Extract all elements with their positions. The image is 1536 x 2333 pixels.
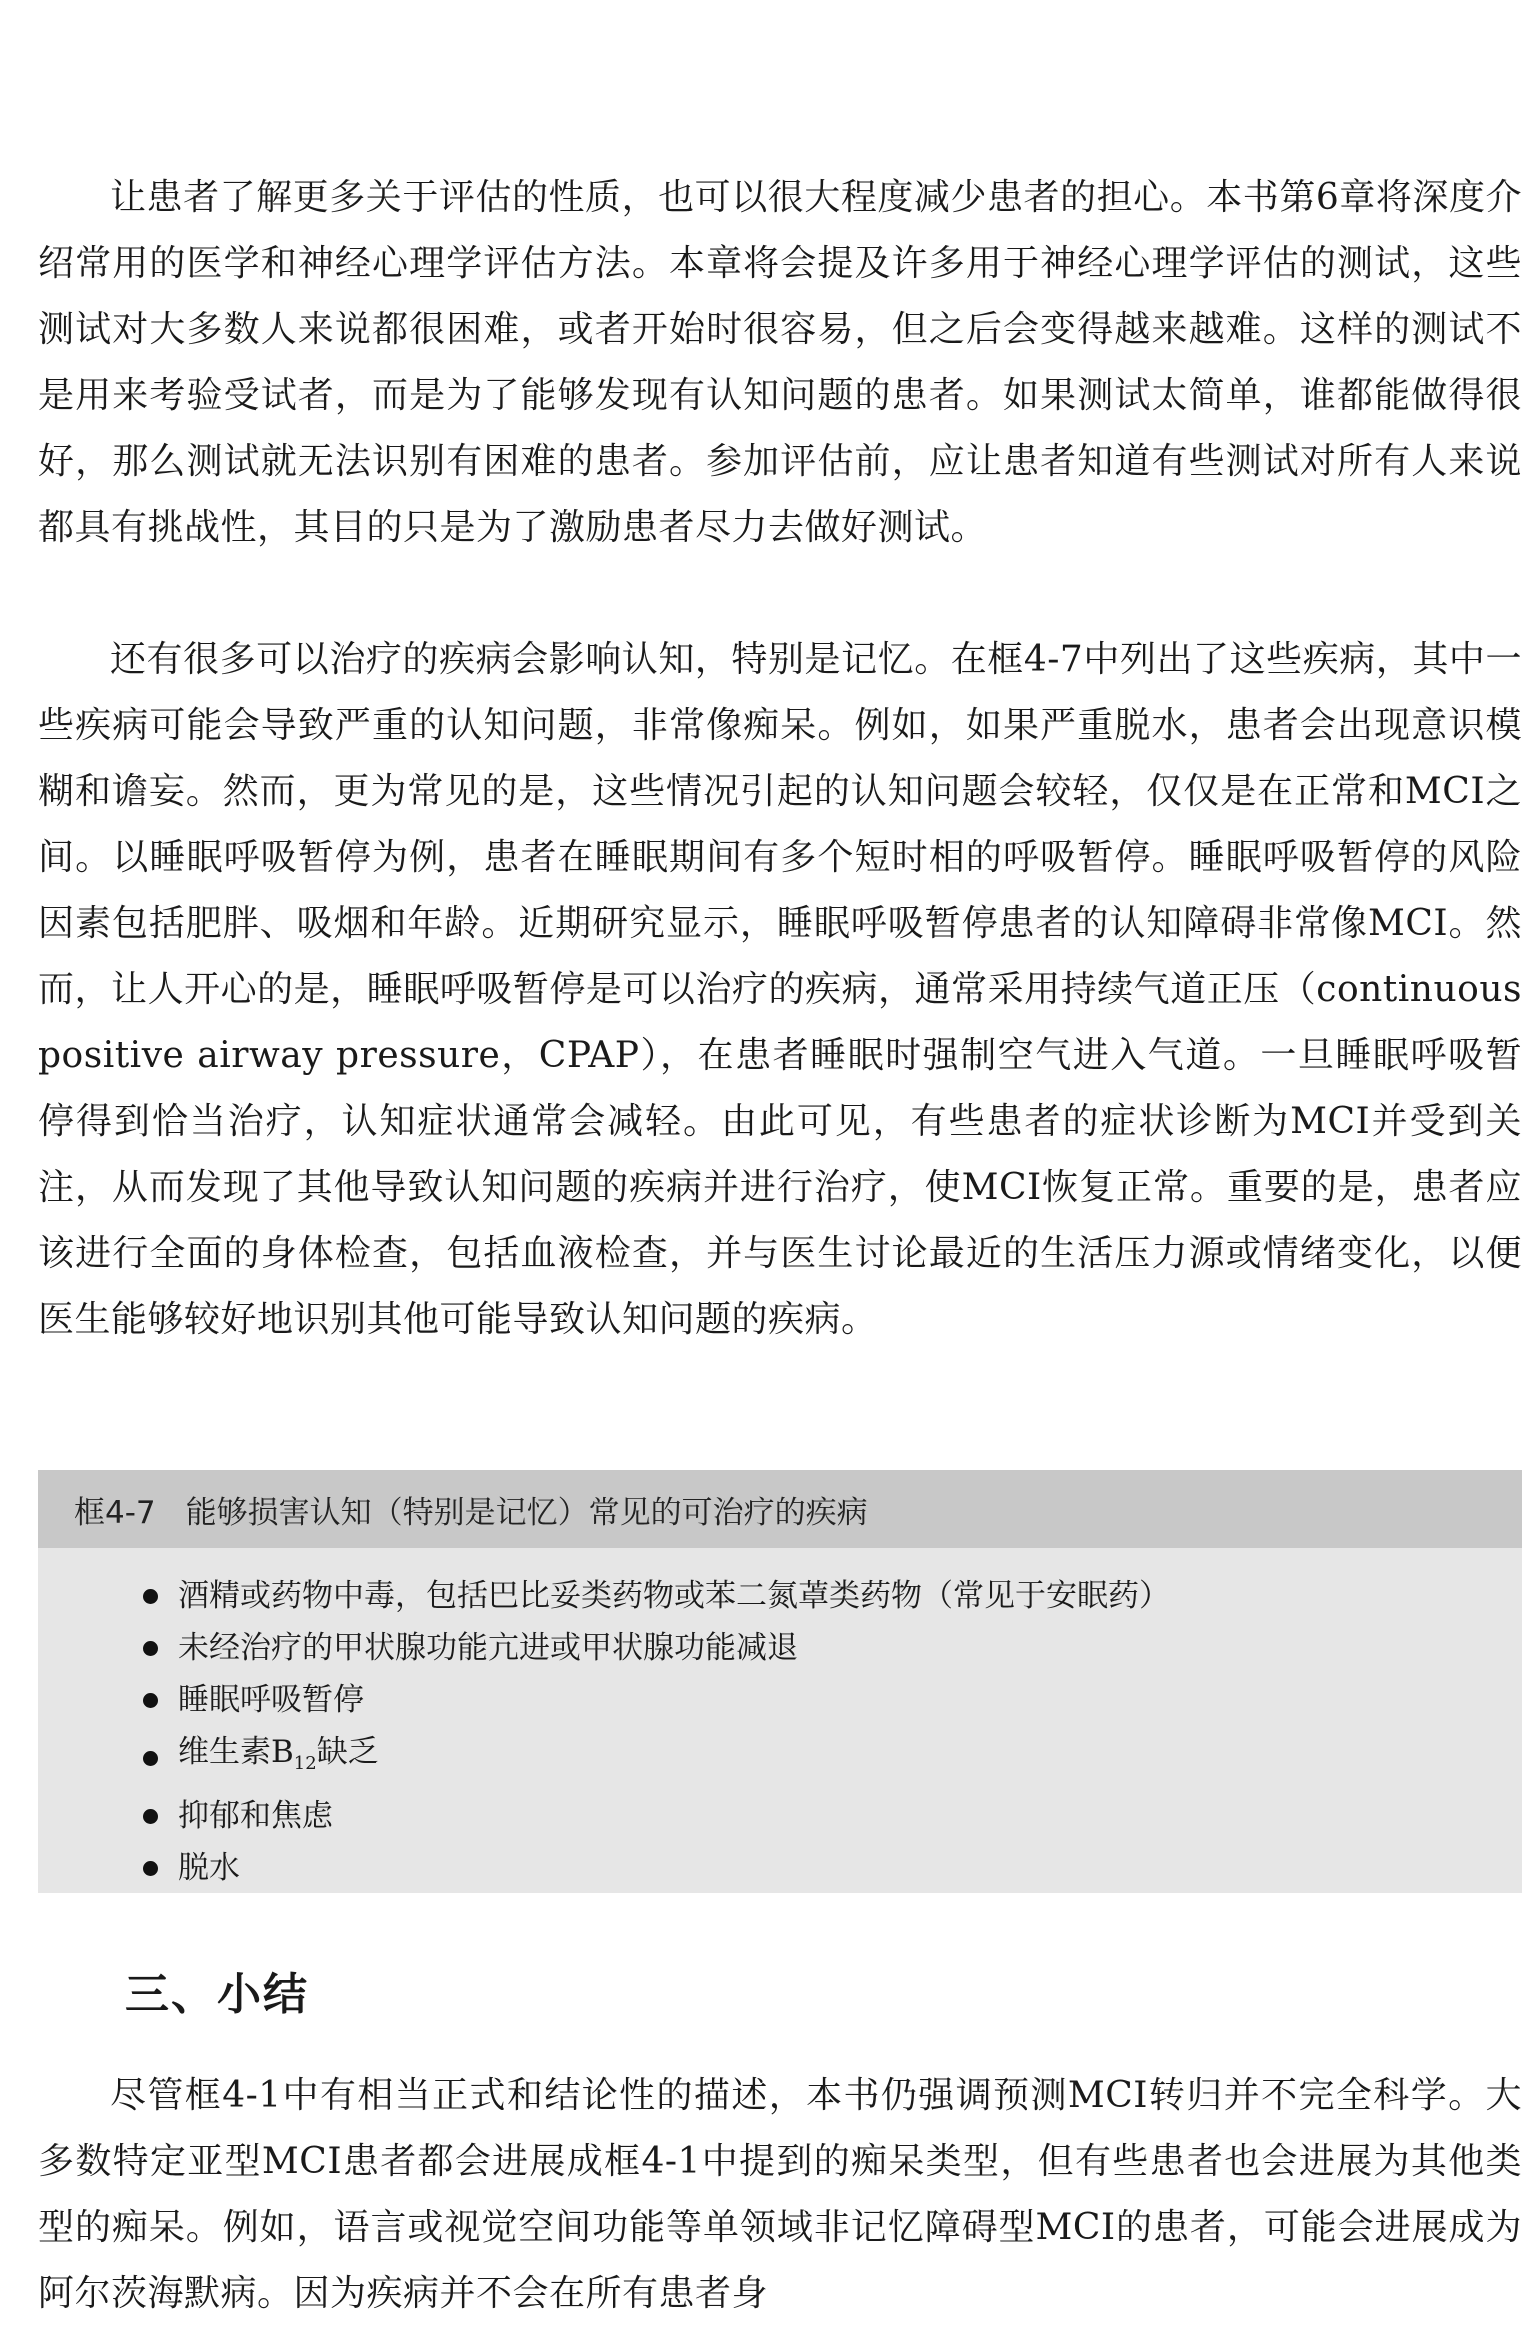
- box-title: 能够损害认知（特别是记忆）常见的可治疗的疾病: [185, 1494, 868, 1531]
- list-item: [143, 1842, 1522, 1894]
- list-item: [143, 1726, 1522, 1790]
- paragraph-assessment: 让患者了解更多关于评估的性质，也可以很大程度减少患者的担心。本书第6章将深度介绍常用的医学和神经心理学评估方法。本章将会提及许多用于神经心理学评估的测试，这些测试对大多数人来说都很困难，或者开始时很容易，但之后会变得越来越难。这样的测试不是用来考验受试者，而是为了能够发现有认知问题的患者。如果测试太简单，谁都能做得很好，那么测试就无法识别有困难的患者。参加评估前，应让患者知道有些测试对所有人来说都具有挑战性，其目的只是为了激励患者尽力去做好测试。: [38, 177, 1522, 548]
- list-item: [143, 1570, 1522, 1622]
- list-item: [143, 1622, 1522, 1674]
- list-item-text: 脱水: [178, 1850, 240, 1887]
- paragraph-treatable-diseases: 还有很多可以治疗的疾病会影响认知，特别是记忆。在框4-7中列出了这些疾病，其中一些疾病可能会导致严重的认知问题，非常像痴呆。例如，如果严重脱水，患者会出现意识模糊和谵妄。然而，更为常见的是，这些情况引起的认知问题会较轻，仅仅是在正常和MCI之间。以睡眠呼吸暂停为例，患者在睡眠期间有多个短时相的呼吸暂停。睡眠呼吸暂停的风险因素包括肥胖、吸烟和年龄。近期研究显示，睡眠呼吸暂停患者的认知障碍非常像MCI。然而，让人开心的是，睡眠呼吸暂停是可以治疗的疾病，通常采用持续气道正压（continuous positive airway pressure，CPAP），在患者睡眠时强制空气进入气道。一旦睡眠呼吸暂停得到恰当治疗，认知症状通常会减轻。由此可见，有些患者的症状诊断为MCI并受到关注，从而发现了其他导致认知问题的疾病并进行治疗，使MCI恢复正常。重要的是，患者应该进行全面的身体检查，包括血液检查，并与医生讨论最近的生活压力源或情绪变化，以便医生能够较好地识别其他可能导致认知问题的疾病。: [38, 639, 1522, 1340]
- bullet-icon: [143, 1641, 158, 1656]
- list-item-text: 睡眠呼吸暂停: [178, 1682, 364, 1718]
- box-number: 框4-7: [74, 1494, 156, 1531]
- bullet-icon: [143, 1861, 158, 1876]
- box-4-7: [38, 1470, 1522, 1893]
- bullet-icon: [143, 1589, 158, 1604]
- list-item-text: [178, 1726, 379, 1790]
- paragraph-summary: 尽管框4-1中有相当正式和结论性的描述，本书仍强调预测MCI转归并不完全科学。大多数特定亚型MCI患者都会进展成框4-1中提到的痴呆类型，但有些患者也会进展为其他类型的痴呆。例如，语言或视觉空间功能等单领域非记忆障碍型MCI的患者，可能会进展成为阿尔茨海默病。因为疾病并不会在所有患者身: [38, 2075, 1522, 2314]
- list-item: [143, 1790, 1522, 1842]
- vitamin-suffix: 缺乏: [316, 1734, 379, 1770]
- section-title: 三、小结: [125, 1969, 309, 2020]
- vitamin-subscript: 12: [293, 1753, 317, 1775]
- bullet-icon: [143, 1693, 158, 1708]
- bullet-icon: [143, 1809, 158, 1824]
- list-item: [143, 1674, 1522, 1726]
- vitamin-prefix: 维生素B: [178, 1734, 294, 1770]
- box-list: [38, 1548, 1522, 1894]
- box-header: [38, 1470, 1522, 1548]
- list-item-text: 酒精或药物中毒，包括巴比妥类药物或苯二氮䓬类药物（常见于安眠药）: [178, 1578, 1170, 1614]
- bullet-icon: [143, 1751, 158, 1766]
- list-item-text: 抑郁和焦虑: [178, 1798, 333, 1835]
- list-item-text: 未经治疗的甲状腺功能亢进或甲状腺功能减退: [178, 1630, 798, 1666]
